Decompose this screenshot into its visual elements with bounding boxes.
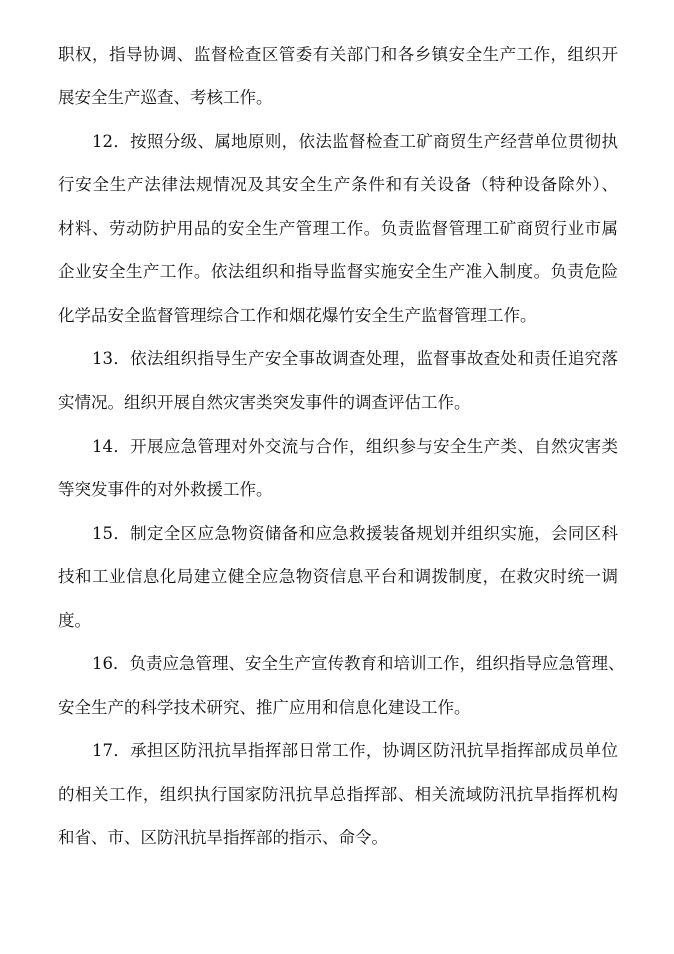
text-line: 行安全生产法律法规情况及其安全生产条件和有关设备（特种设备除外）、 — [58, 175, 618, 194]
text-line: 展安全生产巡查、考核工作。 — [58, 88, 273, 107]
text-line: 技和工业信息化局建立健全应急物资信息平台和调拨制度，在救灾时统一调 — [58, 567, 618, 586]
paragraph-14-line: 14．开展应急管理对外交流与合作，组织参与安全生产类、自然灾害类 — [92, 437, 618, 456]
text-line: 化学品安全监督管理综合工作和烟花爆竹安全生产监督管理工作。 — [58, 306, 537, 325]
text-line: 等突发事件的对外救援工作。 — [58, 480, 273, 499]
paragraph-12-line: 12．按照分级、属地原则，依法监督检查工矿商贸生产经营单位贯彻执 — [92, 132, 618, 151]
paragraph-16-line: 16．负责应急管理、安全生产宣传教育和培训工作，组织指导应急管理、 — [92, 654, 625, 673]
text-line: 职权，指导协调、监督检查区管委有关部门和各乡镇安全生产工作，组织开 — [58, 45, 618, 64]
paragraph-17-line: 17．承担区防汛抗旱指挥部日常工作，协调区防汛抗旱指挥部成员单位 — [92, 741, 618, 760]
text-line: 材料、劳动防护用品的安全生产管理工作。负责监督管理工矿商贸行业市属 — [58, 219, 618, 238]
text-line: 度。 — [58, 611, 91, 630]
text-line: 和省、市、区防汛抗旱指挥部的指示、命令。 — [58, 828, 388, 847]
paragraph-15-line: 15．制定全区应急物资储备和应急救援装备规划并组织实施，会同区科 — [92, 524, 618, 543]
text-line: 企业安全生产工作。依法组织和指导监督实施安全生产准入制度。负责危险 — [58, 262, 618, 281]
paragraph-13-line: 13．依法组织指导生产安全事故调查处理，监督事故查处和责任追究落 — [92, 349, 618, 368]
text-line: 实情况。组织开展自然灾害类突发事件的调查评估工作。 — [58, 393, 471, 412]
text-line: 的相关工作，组织执行国家防汛抗旱总指挥部、相关流域防汛抗旱指挥机构 — [58, 785, 618, 804]
text-line: 安全生产的科学技术研究、推广应用和信息化建设工作。 — [58, 698, 471, 717]
